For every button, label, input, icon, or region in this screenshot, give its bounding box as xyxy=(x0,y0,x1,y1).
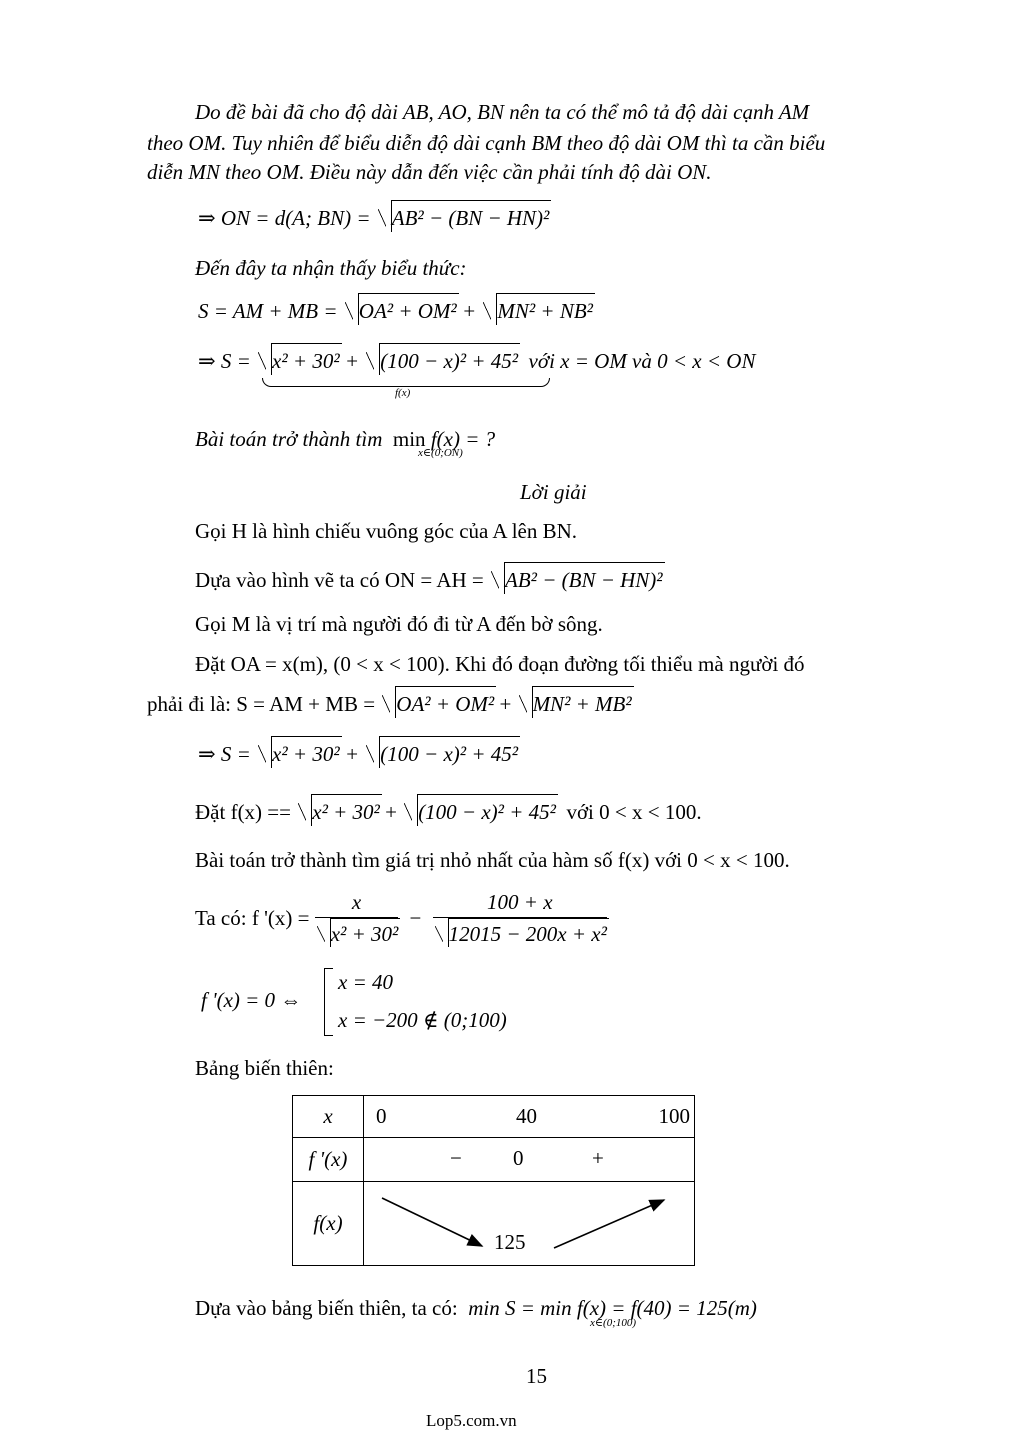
problem-text-label: Bài toán trở thành tìm xyxy=(195,427,383,451)
table-f-values xyxy=(364,1182,695,1266)
on-formula-radicand: AB² − (BN − HN)² xyxy=(391,206,550,230)
derivative-den-1: x² + 30² xyxy=(330,922,399,946)
step-1: Gọi H là hình chiếu vuông góc của A lên BN. xyxy=(195,519,578,543)
table-sign-positive: + xyxy=(592,1146,604,1170)
table-x-40: 40 xyxy=(516,1104,537,1128)
step-2-radicand: AB² − (BN − HN)² xyxy=(505,568,663,592)
step-4-line-2: phải đi là: S = AM + MB = OA² + OM² + MN² + MB² xyxy=(147,692,632,716)
step-6-condition: với 0 < x < 100. xyxy=(566,800,702,824)
derivative-fraction-2 xyxy=(433,890,607,947)
on-formula xyxy=(198,204,549,232)
step-2-text: Dựa vào hình vẽ ta có ON = AH = xyxy=(195,568,490,592)
table-sign-negative: − xyxy=(450,1146,462,1170)
table-x-0: 0 xyxy=(376,1104,387,1128)
variation-table xyxy=(292,1095,695,1266)
solution-heading: Lời giải xyxy=(520,480,587,504)
conclusion xyxy=(195,1294,757,1322)
s-formula-2: ⇒ S = x² + 30² + (100 − x)² + 45² với x = OM và 0 < x < ON xyxy=(198,349,756,373)
s-formula-1-lhs: S = AM + MB = xyxy=(198,299,343,323)
case-2: x = −200 ∉ (0;100) xyxy=(338,1008,507,1032)
derivative-fraction-1 xyxy=(315,890,399,947)
step-5: ⇒ S = x² + 30² + (100 − x)² + 45² xyxy=(198,742,519,766)
s-formula-1: S = AM + MB = OA² + OM² + MN² + NB² xyxy=(198,299,593,323)
observe-text: Đến đây ta nhận thấy biểu thức: xyxy=(195,256,467,280)
table-x-100: 100 xyxy=(658,1104,690,1128)
derivative-den-2: 12015 − 200x + x² xyxy=(448,922,607,946)
increasing-arrow xyxy=(554,1200,664,1248)
conclusion-result: f(x) = f(40) = 125(m) xyxy=(576,1296,757,1320)
step-2 xyxy=(195,566,663,594)
s-formula-1-root-1: OA² + OM² xyxy=(358,299,457,323)
step-6-text: Đặt f(x) == xyxy=(195,800,297,824)
problem-function: f(x) = ? xyxy=(430,427,496,451)
step-6: Đặt f(x) == x² + 30² + (100 − x)² + 45² với 0 < x < 100. xyxy=(195,800,702,824)
s-formula-2-root-2: (100 − x)² + 45² xyxy=(380,349,519,373)
conclusion-text: Dựa vào bảng biến thiên, ta có: xyxy=(195,1296,458,1320)
derivative xyxy=(195,890,607,947)
problem-min: min xyxy=(392,427,426,451)
step-5-lhs: ⇒ S = xyxy=(198,742,257,766)
step-5-root-2: (100 − x)² + 45² xyxy=(380,742,519,766)
s-formula-2-lhs: ⇒ S = xyxy=(198,349,257,373)
table-fprime-values xyxy=(364,1138,695,1182)
footer-site: Lop5.com.vn xyxy=(426,1411,517,1430)
step-7: Bài toán trở thành tìm giá trị nhỏ nhất của hàm số f(x) với 0 < x < 100. xyxy=(195,848,790,872)
conclusion-min-subscript: x∈(0;100) xyxy=(590,1317,637,1329)
derivative-num-1: x xyxy=(315,890,399,918)
step-4-root-1: OA² + OM² xyxy=(396,692,495,716)
step-4-root-2: MN² + MB² xyxy=(532,692,632,716)
table-header-f: f(x) xyxy=(293,1182,364,1266)
step-5-root-1: x² + 30² xyxy=(272,742,340,766)
step-6-root-2: (100 − x)² + 45² xyxy=(418,800,556,824)
step-4-line-1: Đặt OA = x(m), (0 < x < 100). Khi đó đoạn đường tối thiểu mà người đó xyxy=(195,652,805,676)
critical-lhs: f '(x) = 0 ⇔ xyxy=(201,988,302,1012)
s-formula-2-condition: với x = OM và 0 < x < ON xyxy=(528,349,756,373)
case-bracket xyxy=(324,968,333,1036)
bbt-label: Bảng biến thiên: xyxy=(195,1056,334,1080)
intro-line-2: theo OM. Tuy nhiên để biểu diễn độ dài cạnh BM theo độ dài OM thì ta cần biểu xyxy=(147,131,826,155)
intro-line-3: diễn MN theo OM. Điều này dẫn đến việc cần phải tính độ dài ON. xyxy=(147,160,712,184)
step-4-text: phải đi là: S = AM + MB = xyxy=(147,692,381,716)
derivative-num-2: 100 + x xyxy=(433,890,607,918)
table-x-values xyxy=(364,1096,695,1138)
problem-min-subscript: x∈(0;ON) xyxy=(418,447,463,459)
step-3: Gọi M là vị trí mà người đó đi từ A đến bờ sông. xyxy=(195,612,603,636)
step-6-root-1: x² + 30² xyxy=(312,800,380,824)
table-sign-zero: 0 xyxy=(513,1146,524,1170)
case-1: x = 40 xyxy=(338,970,393,994)
page-number: 15 xyxy=(526,1364,547,1388)
variation-arrows xyxy=(364,1182,694,1266)
s-formula-1-root-2: MN² + NB² xyxy=(497,299,593,323)
table-header-x: x xyxy=(293,1096,364,1138)
intro-line-1: Do đề bài đã cho độ dài AB, AO, BN nên ta có thể mô tả độ dài cạnh AM xyxy=(195,100,810,124)
s-formula-2-root-1: x² + 30² xyxy=(272,349,340,373)
derivative-lhs: Ta có: f '(x) = xyxy=(195,906,315,930)
table-min-value: 125 xyxy=(494,1230,526,1254)
on-formula-lhs: ⇒ ON = d(A; BN) = xyxy=(198,206,376,230)
table-header-fprime: f '(x) xyxy=(293,1138,364,1182)
underbrace-label: f(x) xyxy=(395,387,411,399)
conclusion-min: min S = min xyxy=(468,1296,572,1320)
decreasing-arrow xyxy=(382,1198,482,1246)
derivative-minus: − xyxy=(409,906,422,930)
